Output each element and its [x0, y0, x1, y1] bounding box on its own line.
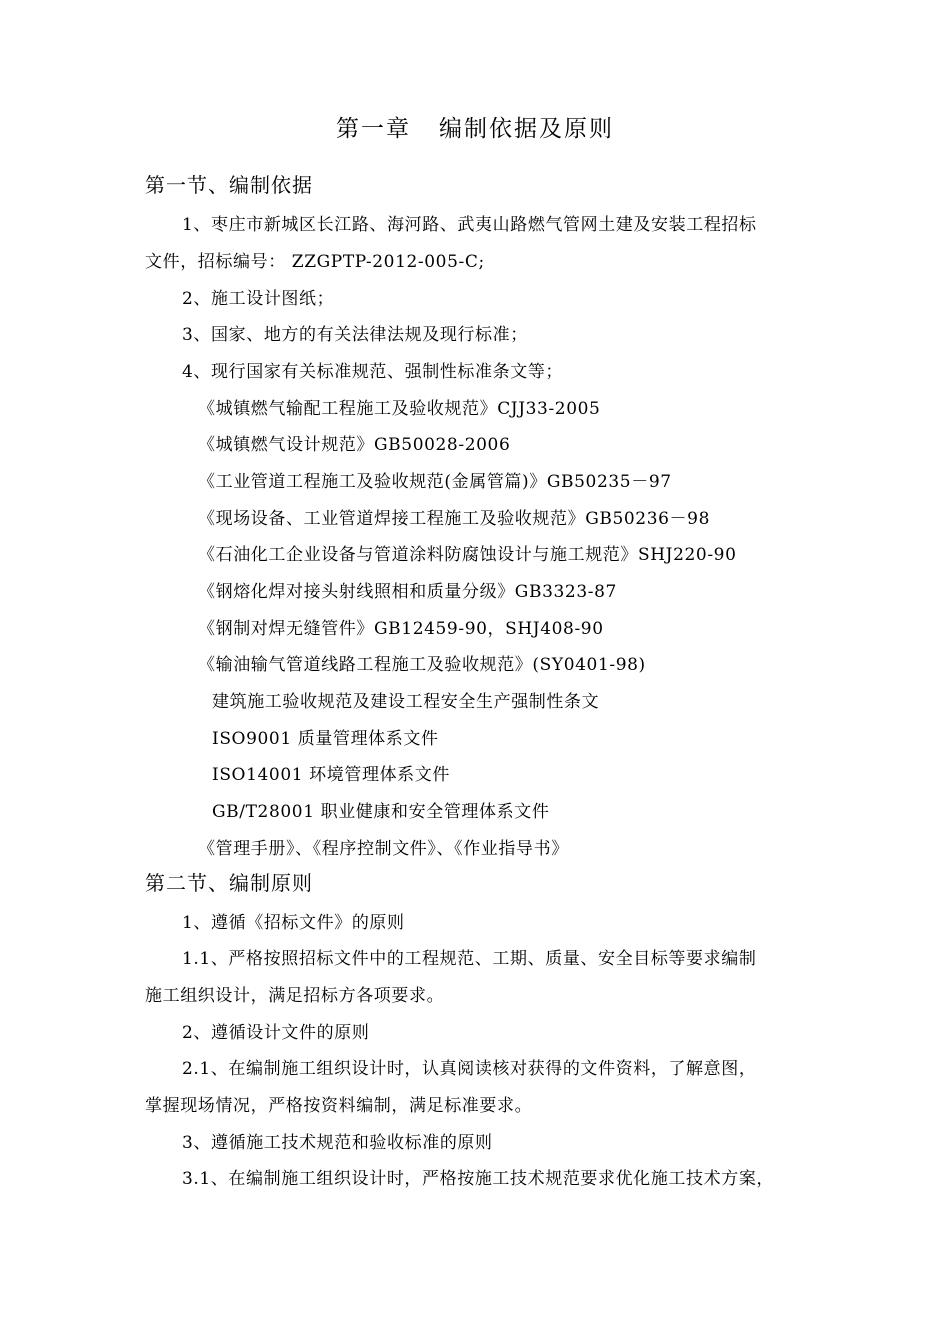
basis-item-2: 2、施工设计图纸；: [182, 289, 335, 309]
basis-item-1-line-1: 1、枣庄市新城区长江路、海河路、武夷山路燃气管网土建及安装工程招标: [182, 215, 757, 235]
reference-item: 《城镇燃气设计规范》GB50028-2006: [198, 435, 511, 455]
reference-item: 《钢制对焊无缝管件》GB12459-90，SHJ408-90: [198, 619, 604, 639]
chapter-number: 第一章: [336, 116, 411, 142]
basis-item-3: 3、国家、地方的有关法律法规及现行标准；: [182, 325, 528, 345]
reference-item: 《城镇燃气输配工程施工及验收规范》CJJ33-2005: [198, 399, 601, 419]
basis-item-1-line-2: 文件，招标编号： ZZGPTP-2012-005-C;: [145, 252, 485, 272]
principle-2-1-line-2: 掌握现场情况，严格按资料编制，满足标准要求。: [145, 1096, 533, 1116]
reference-item: 建筑施工验收规范及建设工程安全生产强制性条文: [212, 692, 600, 712]
reference-item: ISO9001 质量管理体系文件: [212, 729, 439, 749]
reference-item: 《现场设备、工业管道焊接工程施工及验收规范》GB50236－98: [198, 509, 710, 529]
principle-3-1-line-1: 3.1、在编制施工组织设计时，严格按施工技术规范要求优化施工技术方案，: [182, 1169, 775, 1189]
principle-1-1-line-1: 1.1、严格按照招标文件中的工程规范、工期、质量、安全目标等要求编制: [182, 949, 757, 969]
principle-3: 3、遵循施工技术规范和验收标准的原则: [182, 1133, 493, 1153]
reference-item: 《输油输气管道线路工程施工及验收规范》(SY0401-98): [198, 655, 646, 675]
principle-1: 1、遵循《招标文件》的原则: [182, 913, 405, 933]
reference-item: ISO14001 环境管理体系文件: [212, 765, 450, 785]
section-heading-principles: 第二节、编制原则: [145, 871, 313, 895]
reference-item: 《管理手册》、《程序控制文件》、《作业指导书》: [198, 839, 569, 859]
reference-item: 《工业管道工程施工及验收规范(金属管篇)》GB50235－97: [198, 472, 672, 492]
principle-2-1-line-1: 2.1、在编制施工组织设计时，认真阅读核对获得的文件资料，了解意图，: [182, 1059, 757, 1079]
reference-item: 《钢熔化焊对接头射线照相和质量分级》GB3323-87: [198, 582, 617, 602]
section-heading-basis: 第一节、编制依据: [145, 173, 313, 197]
basis-item-4: 4、现行国家有关标准规范、强制性标准条文等；: [182, 362, 564, 382]
reference-item: 《石油化工企业设备与管道涂料防腐蚀设计与施工规范》SHJ220-90: [198, 545, 737, 565]
principle-2: 2、遵循设计文件的原则: [182, 1023, 370, 1043]
principle-1-1-line-2: 施工组织设计，满足招标方各项要求。: [145, 986, 445, 1006]
chapter-name: 编制依据及原则: [439, 116, 614, 142]
reference-item: GB/T28001 职业健康和安全管理体系文件: [212, 802, 550, 822]
chapter-title: [0, 114, 950, 144]
